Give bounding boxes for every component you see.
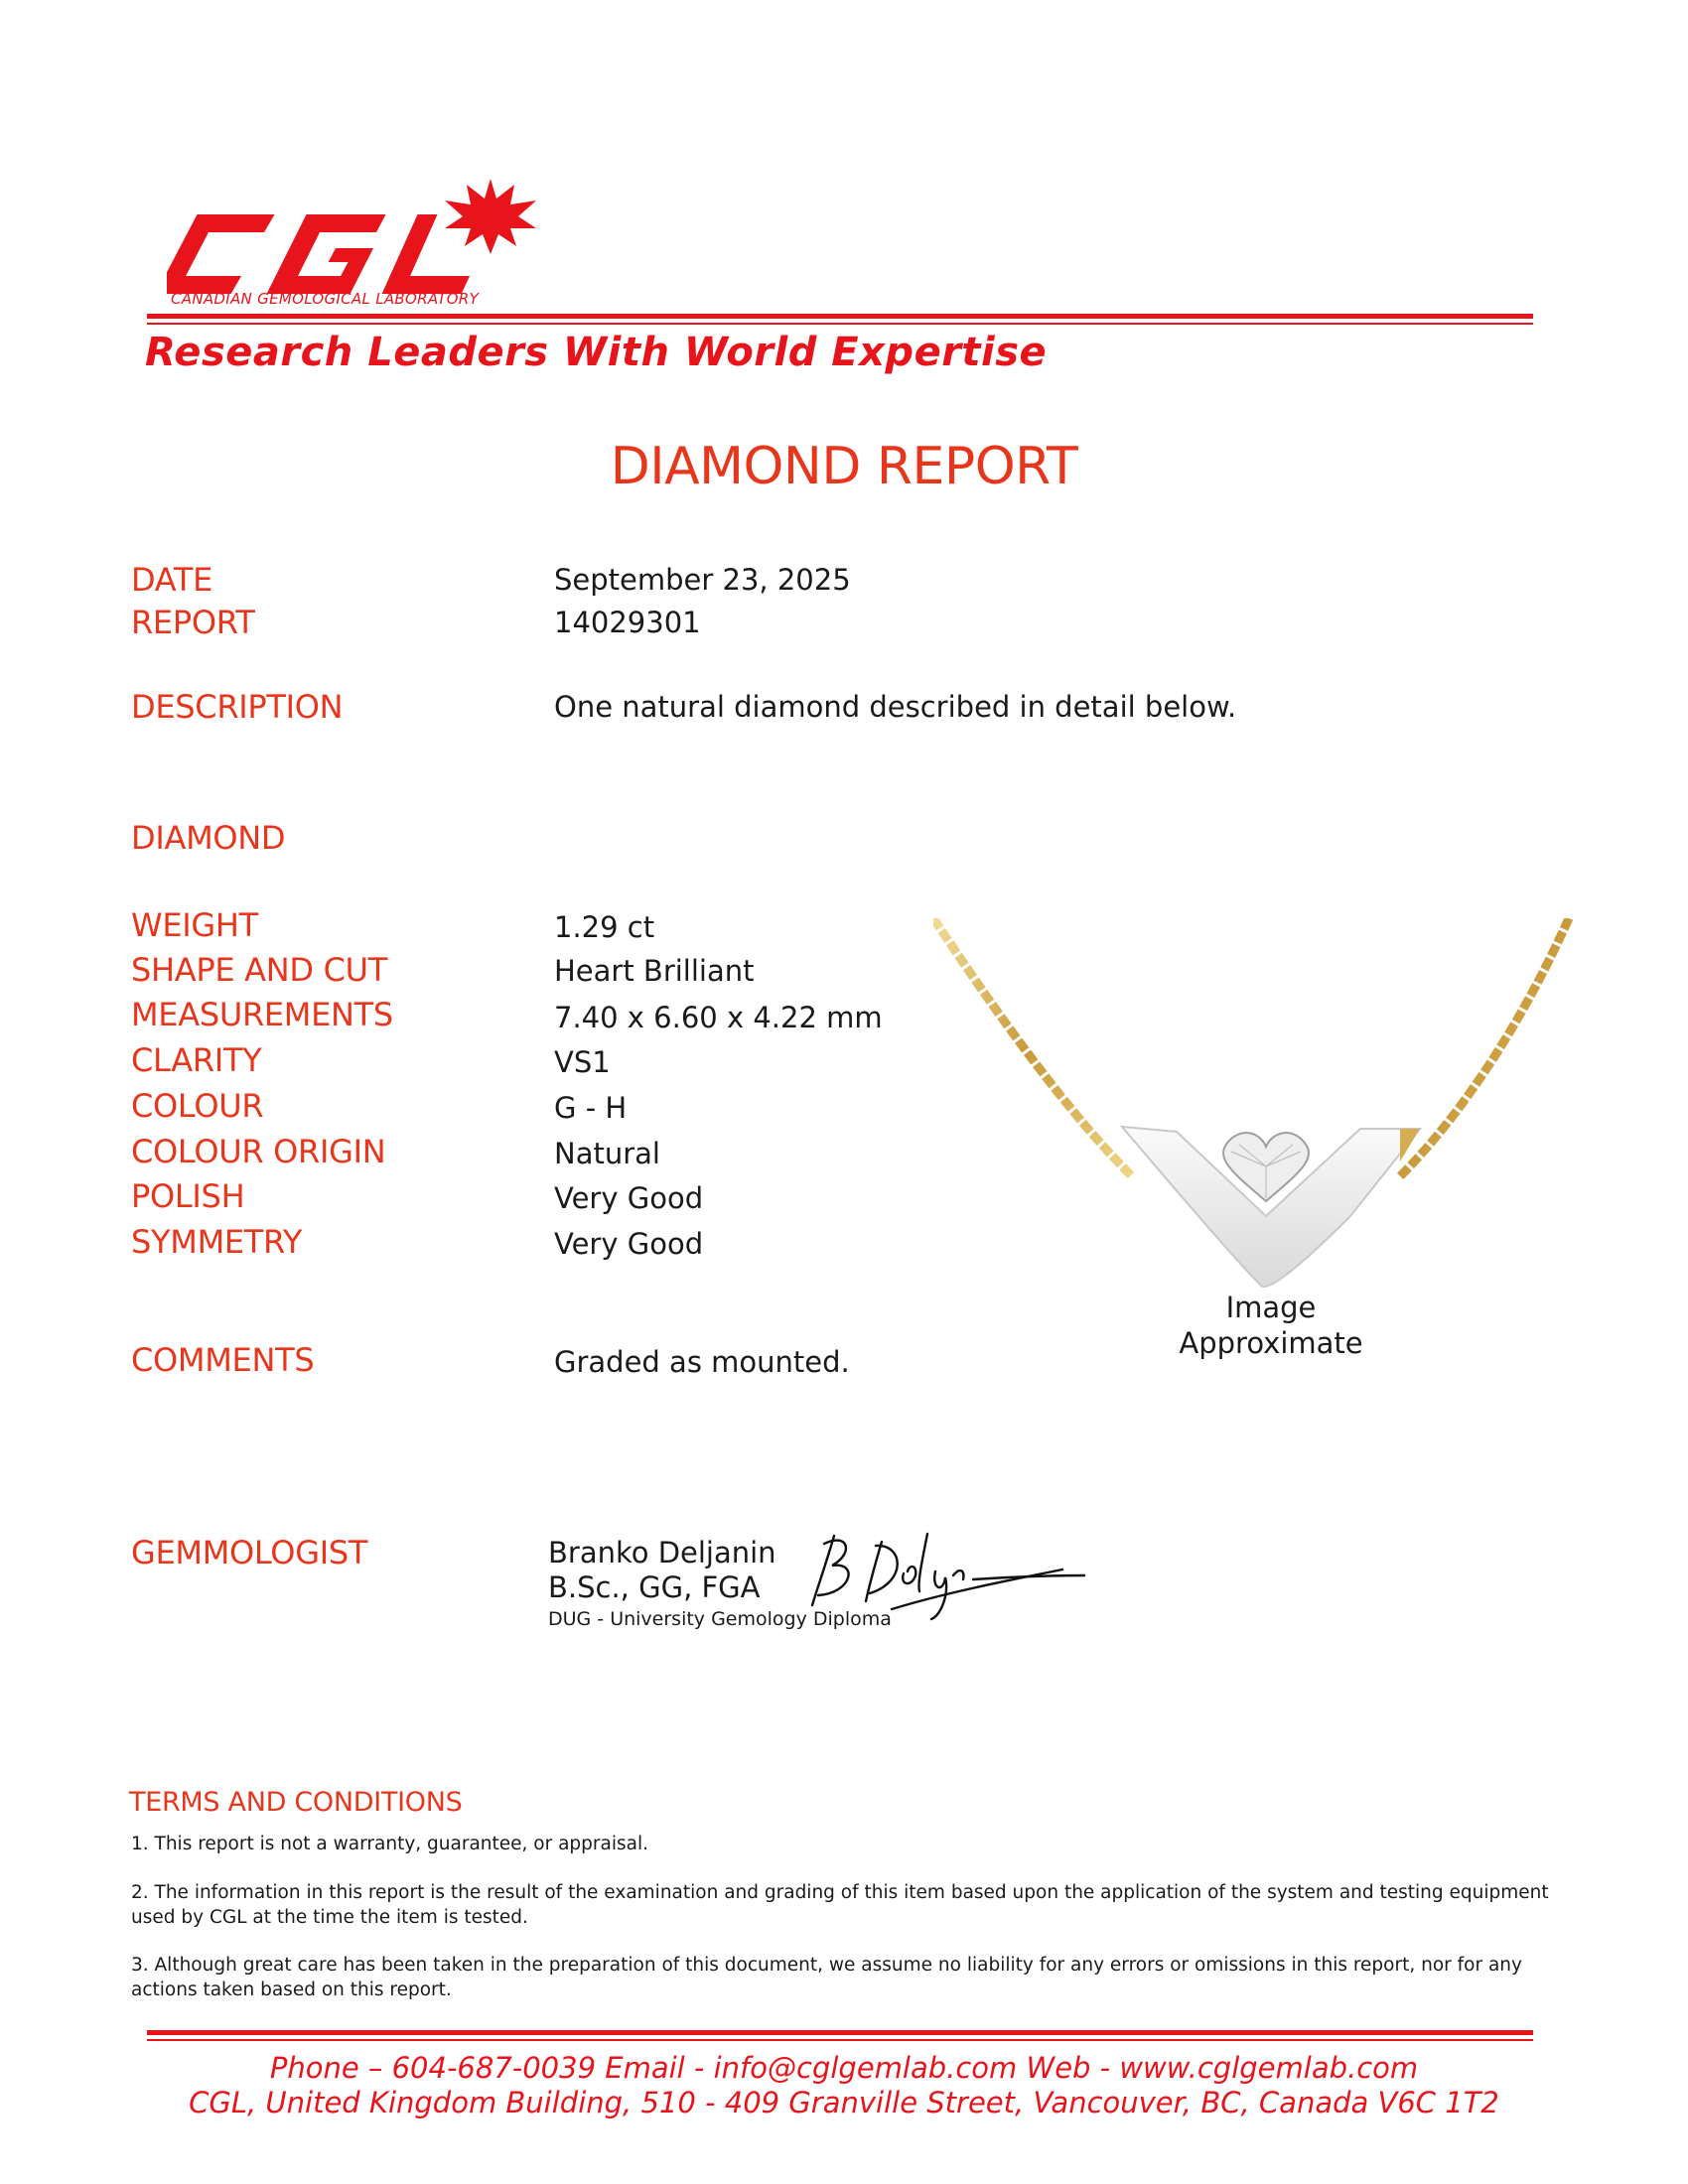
signature-image — [804, 1524, 1087, 1623]
description-value: One natural diamond described in detail below. — [554, 690, 1237, 724]
header-rule-thick — [147, 314, 1533, 319]
clarity-value: VS1 — [554, 1045, 611, 1079]
colour-origin-label: COLOUR ORIGIN — [131, 1133, 386, 1170]
image-caption-line1: Image — [1225, 1291, 1317, 1324]
page-title: DIAMOND REPORT — [610, 437, 1078, 496]
necklace-image — [933, 918, 1579, 1315]
comments-value: Graded as mounted. — [554, 1345, 850, 1379]
footer-address: CGL, United Kingdom Building, 510 - 409 Granville Street, Vancouver, BC, Canada V6C 1T2 — [189, 2086, 1499, 2119]
diamond-heading: DIAMOND — [131, 819, 286, 857]
description-label: DESCRIPTION — [131, 688, 344, 726]
tagline: Research Leaders With World Expertise — [145, 330, 1048, 375]
gemmologist-credentials: B.Sc., GG, FGA — [548, 1570, 761, 1604]
colour-label: COLOUR — [131, 1087, 264, 1125]
header-rule-thin — [147, 323, 1533, 325]
gemmologist-name: Branko Deljanin — [548, 1536, 776, 1570]
footer-rule-thick — [147, 2030, 1533, 2035]
term-2: 2. The information in this report is the result of the examination and grading of this item based upon the application of the system and testing equipment used by CGL at the time the item is tested. — [131, 1882, 1549, 1928]
image-caption-line2: Approximate — [1179, 1326, 1363, 1360]
date-value: September 23, 2025 — [554, 563, 851, 597]
report-value: 14029301 — [554, 606, 701, 639]
measurements-value: 7.40 x 6.60 x 4.22 mm — [554, 1001, 883, 1034]
weight-value: 1.29 ct — [554, 910, 655, 944]
date-label: DATE — [131, 561, 213, 599]
term-1: 1. This report is not a warranty, guarantee, or appraisal. — [131, 1834, 648, 1854]
measurements-label: MEASUREMENTS — [131, 996, 393, 1033]
symmetry-value: Very Good — [554, 1227, 704, 1261]
colour-value: G - H — [554, 1091, 628, 1125]
shape-label: SHAPE AND CUT — [131, 951, 388, 989]
gemmologist-diploma: DUG - University Gemology Diploma — [548, 1608, 892, 1630]
clarity-label: CLARITY — [131, 1041, 262, 1079]
footer-contact: Phone – 604-687-0039 Email - info@cglgemlab.com Web - www.cglgemlab.com — [269, 2051, 1419, 2085]
symmetry-label: SYMMETRY — [131, 1223, 303, 1261]
comments-label: COMMENTS — [131, 1341, 315, 1379]
polish-label: POLISH — [131, 1177, 245, 1215]
terms-title: TERMS AND CONDITIONS — [129, 1787, 463, 1818]
weight-label: WEIGHT — [131, 906, 258, 944]
gemmologist-label: GEMMOLOGIST — [131, 1534, 368, 1571]
polish-value: Very Good — [554, 1181, 704, 1215]
footer-rule-thin — [147, 2039, 1533, 2041]
term-3: 3. Although great care has been taken in the preparation of this document, we assume no liability for any errors or omissions in this report, nor for any actions taken based on this report. — [131, 1955, 1522, 2000]
shape-value: Heart Brilliant — [554, 954, 755, 988]
report-label: REPORT — [131, 604, 255, 641]
colour-origin-value: Natural — [554, 1137, 660, 1170]
logo-subtitle: CANADIAN GEMOLOGICAL LABORATORY — [171, 290, 480, 308]
